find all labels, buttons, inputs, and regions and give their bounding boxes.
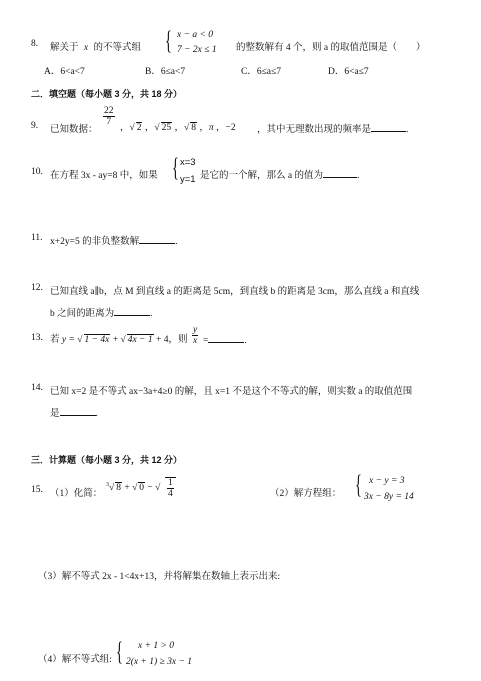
q15-part2-label: （2）解方程组：: [270, 489, 342, 499]
q15-part4-line2: 2(x + 1) ≥ 3x − 1: [126, 657, 193, 667]
q13-expression: 若 y = √ 1 − 4x + √ 4x − 1 + 4，则: [50, 335, 188, 345]
q15-part4-label: （4）解不等式组:: [38, 655, 112, 665]
q14-line1: 已知 x=2 是不等式 ax−3a+4≥0 的解，且 x=1 不是这个不等式的解，则实数 a 的取值范围: [50, 387, 413, 397]
q13-y-eq: y =: [61, 335, 75, 345]
q9-sqrt2: 2: [136, 123, 142, 133]
q9-answer-blank[interactable]: [371, 122, 406, 132]
q10-post: 是它的一个解，那么 a 的值为 .: [200, 167, 359, 181]
q10-number: 10.: [31, 167, 43, 177]
q14-number: 14.: [31, 383, 43, 393]
q14-answer-blank[interactable]: [60, 406, 96, 416]
q10-system-line2: y=1: [180, 174, 196, 185]
q13-sqrt2: 4x − 1: [127, 335, 153, 345]
q15-part4-line1: x + 1 > 0: [138, 641, 175, 651]
q13-answer: = .: [203, 333, 247, 346]
q10-answer-blank[interactable]: [323, 168, 357, 178]
q10-pre: 在方程 3x - ay=8 中，如果: [50, 171, 158, 181]
q8-system-line2: 7 − 2x ≤ 1: [177, 45, 217, 55]
q13-answer-blank[interactable]: [208, 333, 244, 343]
q15-cube-index: 3: [106, 482, 109, 488]
q15-part1-fraction: $\frac{1}{4}$: [165, 477, 176, 499]
q14-line2: 是 .: [50, 405, 98, 419]
q15-part2-line2: 3x − 8y = 14: [364, 492, 414, 502]
q15-part1-expression: $^3$√ 8 + √ 0 − √: [106, 482, 161, 494]
q9-pre: 已知数据：: [50, 125, 98, 135]
q15-part4-brace: {: [116, 637, 123, 666]
section-3-heading: 三．计算题（每小题 3 分，共 12 分）: [31, 455, 183, 465]
q8-var: x: [83, 43, 89, 53]
q12-answer-blank[interactable]: [114, 306, 150, 316]
q15-part2-brace: {: [355, 470, 362, 499]
q8-post: 的整数解有 4 个，则 a 的取值范围是（ ）: [236, 43, 426, 53]
q12-number: 12.: [31, 283, 43, 293]
q15-number: 15.: [31, 485, 43, 495]
q13-number: 13.: [31, 333, 43, 343]
q11-number: 11.: [31, 233, 43, 243]
q8-mid: 的不等式组: [93, 43, 141, 53]
q8-stem: [50, 39, 141, 53]
q8-option-b[interactable]: B．6≤a<7: [145, 67, 186, 77]
q8-option-c[interactable]: C．6≤a≤7: [241, 67, 281, 77]
q12-line2: b 之间的距离为 .: [50, 305, 153, 319]
q9-sqrt8: 8: [191, 123, 196, 133]
q13-fraction: $\frac{y}{x}$: [193, 325, 198, 346]
q8-pre: 解关于: [50, 43, 79, 53]
q15-part2-line1: x − y = 3: [369, 476, 405, 486]
q8-option-a[interactable]: A．6<a<7: [44, 67, 85, 77]
q8-option-d[interactable]: D．6<a≤7: [328, 67, 369, 77]
q8-brace: {: [165, 26, 172, 55]
q11-answer-blank[interactable]: [139, 234, 175, 244]
q15-part3-text: （3）解不等式 2x - 1<4x+13，并将解集在数轴上表示出来:: [38, 572, 281, 582]
q9-frac-numerator: 22: [104, 106, 114, 116]
q9-fraction: [103, 106, 115, 127]
q12-line1: 已知直线 a∥b，点 M 到直线 a 的距离是 5cm，到直线 b 的距离是 3cm，那么直线 a 和直线: [50, 287, 420, 297]
q8-number: 8.: [31, 39, 39, 49]
q10-brace: {: [172, 153, 179, 182]
q9-post: ，其中无理数出现的频率是 .: [257, 121, 408, 135]
q9-sqrt25: 25: [161, 123, 172, 133]
q9-neg2: −2: [225, 123, 236, 133]
q9-pi: π: [208, 123, 214, 133]
q8-system-line1: x − a < 0: [177, 30, 214, 40]
q13-sqrt1: 1 − 4x: [84, 335, 110, 345]
q11-text: x+2y=5 的非负整数解 .: [50, 233, 177, 247]
section-2-heading: 二．填空题（每小题 3 分，共 18 分）: [31, 89, 183, 99]
q15-part1-label: （1）化简：: [50, 489, 103, 499]
q9-data-list: ，√ 2 ，√ 25 ，√ 8 ，π ，−2: [120, 123, 236, 133]
q9-frac-denominator: 7: [106, 117, 112, 127]
q10-system-line1: x=3: [180, 157, 196, 168]
q9-number: 9.: [31, 121, 39, 131]
